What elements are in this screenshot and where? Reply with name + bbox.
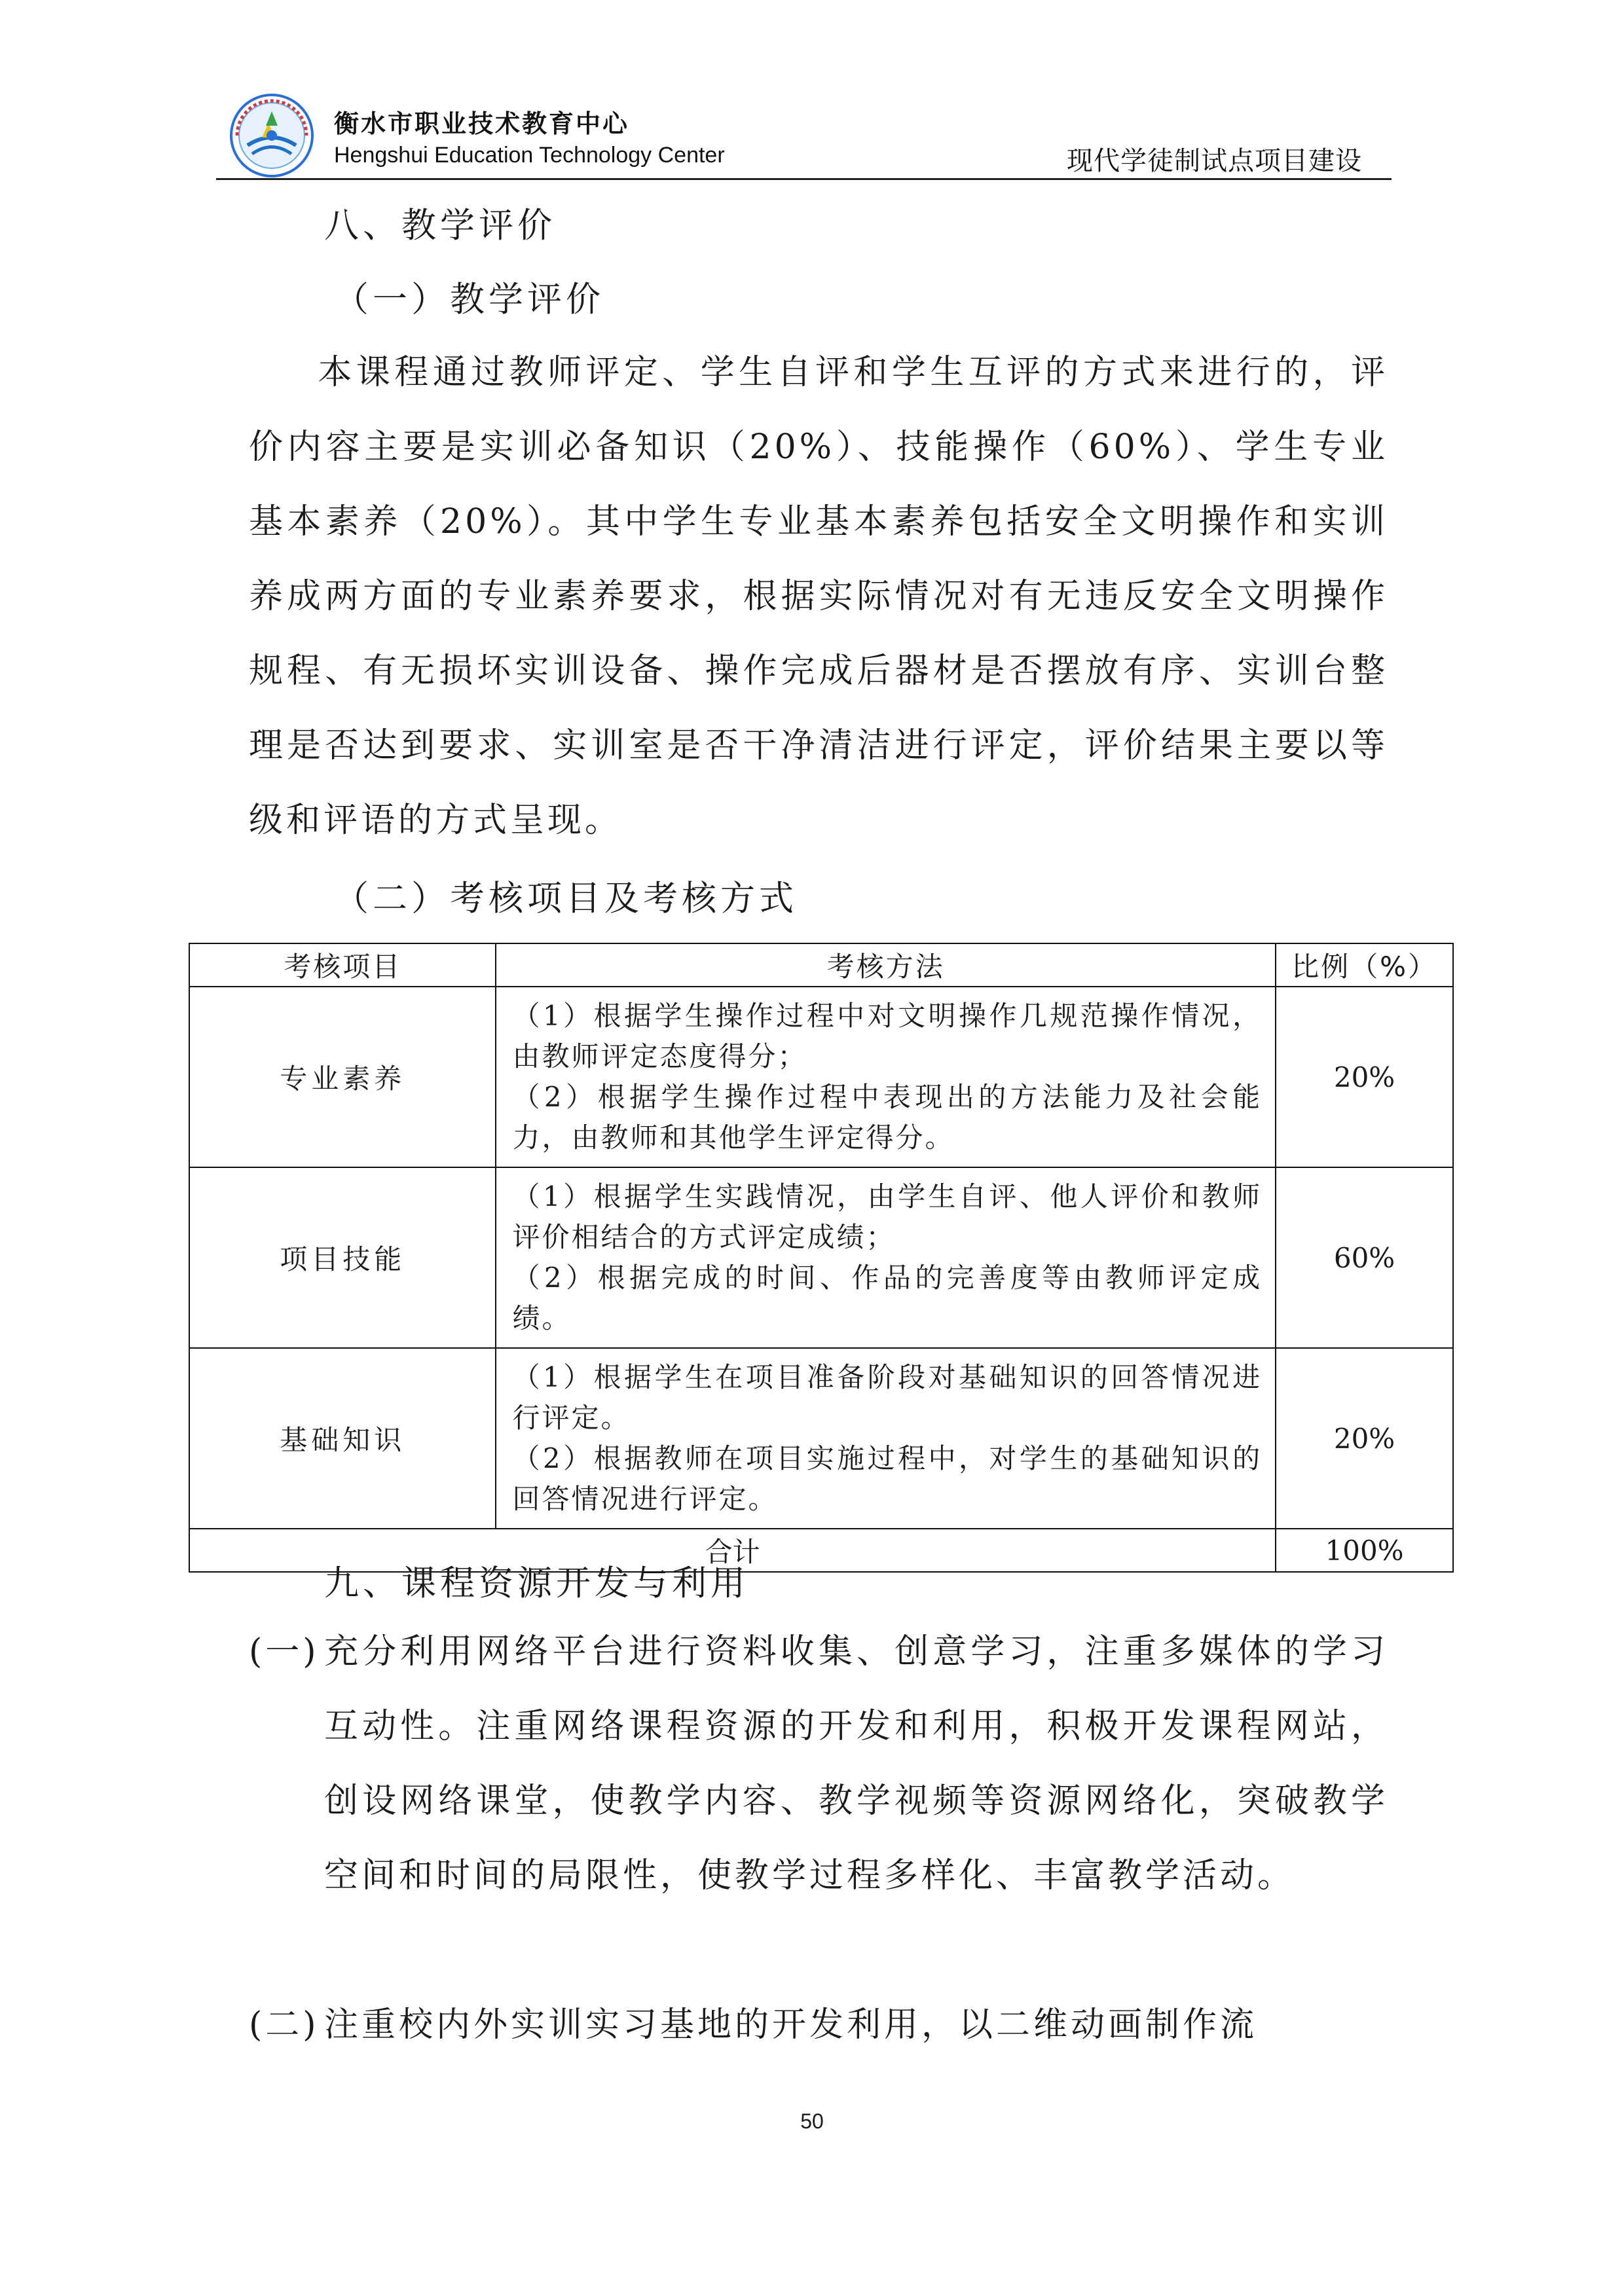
method-line: （2）根据完成的时间、作品的完善度等由教师评定成绩。 xyxy=(512,1262,1263,1334)
method-line: （2）根据教师在项目实施过程中，对学生的基础知识的回答情况进行评定。 xyxy=(512,1442,1263,1515)
section-9-title: 九、课程资源开发与利用 xyxy=(324,1563,749,1603)
table-row xyxy=(189,1167,1453,1348)
ratio-cell: 20% xyxy=(1276,987,1453,1167)
list-item-text: 充分利用网络平台进行资料收集、创意学习，注重多媒体的学习互动性。注重网络课程资源的开发和利用，积极开发课程网站，创设网络课堂，使教学内容、教学视频等资源网络化，突破教学空间和时间的局限性，使教学过程多样化、丰富教学活动。 xyxy=(324,1632,1388,1895)
ratio-cell: 20% xyxy=(1276,1348,1453,1529)
evaluation-paragraph-text: 本课程通过教师评定、学生自评和学生互评的方式来进行的，评价内容主要是实训必备知识（20%）、技能操作（60%）、学生专业基本素养（20%）。其中学生专业基本素养包括安全文明操作和实训养成两方面的专业素养要求，根据实际情况对有无违反安全文明操作规程、有无损坏实训设备、操作完成后器材是否摆放有序、实训台整理是否达到要求、实训室是否干净清洁进行评定，评价结果主要以等级和评语的方式呈现。 xyxy=(249,353,1388,840)
header-item: 考核项目 xyxy=(189,943,496,987)
header-divider xyxy=(216,178,1392,180)
section-8-subtitle-1: （一）教学评价 xyxy=(334,280,604,319)
method-line: （1）根据学生在项目准备阶段对基础知识的回答情况进行评定。 xyxy=(512,1361,1263,1434)
table-header-row xyxy=(189,943,1453,987)
item-cell: 基础知识 xyxy=(189,1348,496,1529)
total-label: 合计 xyxy=(189,1529,1276,1572)
method-line: （1）根据学生操作过程中对文明操作几规范操作情况，由教师评定态度得分； xyxy=(512,1000,1263,1072)
evaluation-paragraph xyxy=(249,335,1388,858)
table-row xyxy=(189,987,1453,1167)
method-line: （1）根据学生实践情况，由学生自评、他人评价和教师评价相结合的方式评定成绩； xyxy=(512,1180,1263,1253)
method-line: （2）根据学生操作过程中表现出的方法能力及社会能力，由教师和其他学生评定得分。 xyxy=(512,1081,1263,1154)
project-title: 现代学徒制试点项目建设 xyxy=(1067,146,1362,176)
header-ratio: 比例（%） xyxy=(1276,943,1453,987)
list-number: (二) xyxy=(249,2005,320,2045)
organization-name-cn: 衡水市职业技术教育中心 xyxy=(334,109,630,138)
resource-item-2 xyxy=(249,1988,1388,2062)
section-8-subtitle-2: （二）考核项目及考核方式 xyxy=(334,879,798,919)
page-header xyxy=(216,92,1395,180)
total-value: 100% xyxy=(1276,1529,1453,1572)
list-number: (一) xyxy=(249,1632,320,1671)
method-cell xyxy=(496,987,1276,1167)
table-row xyxy=(189,1348,1453,1529)
list-item-text: 注重校内外实训实习基地的开发利用，以二维动画制作流 xyxy=(324,2005,1258,2045)
method-cell xyxy=(496,1348,1276,1529)
page-number: 50 xyxy=(800,2109,824,2133)
resource-item-1 xyxy=(249,1614,1388,1913)
item-cell: 专业素养 xyxy=(189,987,496,1167)
header-method: 考核方法 xyxy=(496,943,1276,987)
method-cell xyxy=(496,1167,1276,1348)
section-8-title: 八、教学评价 xyxy=(324,206,556,246)
organization-name-en: Hengshui Education Technology Center xyxy=(334,143,725,168)
school-logo-icon xyxy=(223,92,321,180)
item-cell: 项目技能 xyxy=(189,1167,496,1348)
ratio-cell: 60% xyxy=(1276,1167,1453,1348)
assessment-table xyxy=(189,943,1454,1573)
